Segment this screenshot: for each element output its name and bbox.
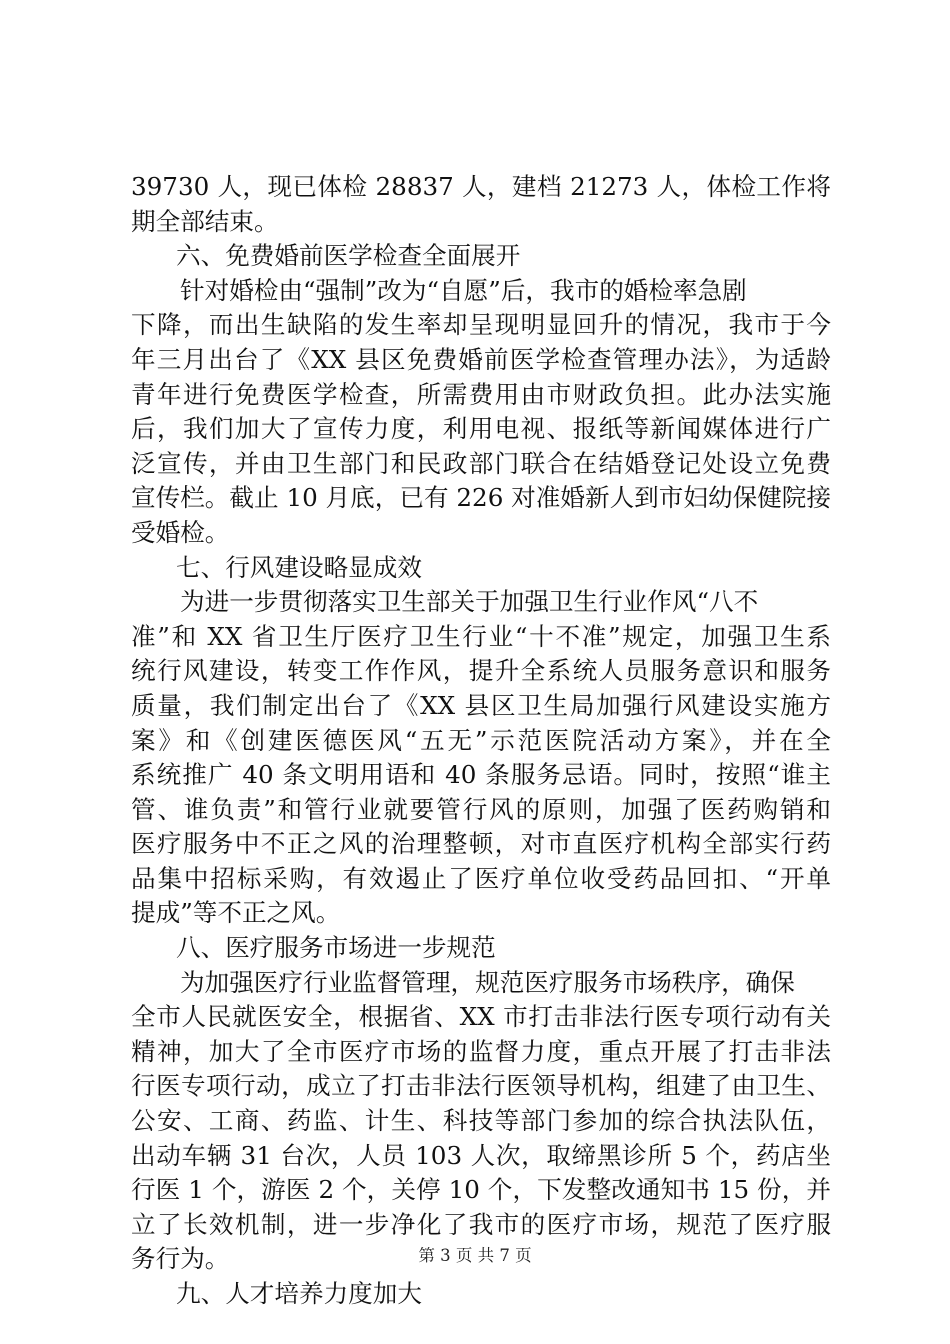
paragraph-line: 管、谁负责”和管行业就要管行风的原则，加强了医药购销和 — [131, 794, 831, 824]
paragraph-line: 后，我们加大了宣传力度，利用电视、报纸等新闻媒体进行广 — [131, 414, 831, 444]
paragraph-line: 针对婚检由“强制”改为“自愿”后，我市的婚检率急剧 — [180, 275, 747, 305]
paragraph-line: 准”和 XX 省卫生厅医疗卫生行业“十不准”规定，加强卫生系 — [131, 621, 831, 651]
page-footer: 第 3 页 共 7 页 — [418, 1246, 532, 1265]
paragraph-line: 系统推广 40 条文明用语和 40 条服务忌语。同时，按照“谁主 — [131, 760, 831, 790]
paragraph-line: 务行为。 — [131, 1244, 230, 1274]
paragraph-line: 公安、工商、药监、计生、科技等部门参加的综合执法队伍， — [131, 1106, 831, 1136]
paragraph-line: 下降，而出生缺陷的发生率却呈现明显回升的情况，我市于今 — [131, 310, 831, 340]
paragraph-line: 案》和《创建医德医风“五无”示范医院活动方案》，并在全 — [131, 725, 831, 755]
paragraph-line: 全市人民就医安全，根据省、XX 市打击非法行医专项行动有关 — [131, 1002, 831, 1032]
paragraph-line: 精神，加大了全市医疗市场的监督力度，重点开展了打击非法 — [131, 1036, 831, 1066]
paragraph-line: 统行风建设，转变工作作风，提升全系统人员服务意识和服务 — [131, 656, 831, 686]
paragraph-line: 行医专项行动，成立了打击非法行医领导机构，组建了由卫生、 — [131, 1071, 831, 1101]
paragraph-line: 立了长效机制，进一步净化了我市的医疗市场，规范了医疗服 — [131, 1209, 831, 1239]
paragraph-line: 质量，我们制定出台了《XX 县区卫生局加强行风建设实施方 — [131, 690, 831, 720]
section-heading: 六、免费婚前医学检查全面展开 — [176, 241, 521, 271]
section-heading: 七、行风建设略显成效 — [176, 552, 422, 582]
paragraph-line: 受婚检。 — [131, 517, 230, 547]
paragraph-line: 宣传栏。截止 10 月底，已有 226 对准婚新人到市妇幼保健院接 — [131, 483, 831, 513]
paragraph-line: 泛宣传，并由卫生部门和民政部门联合在结婚登记处设立免费 — [131, 448, 831, 478]
paragraph-line: 提成”等不正之风。 — [131, 898, 341, 928]
paragraph-line: 出动车辆 31 台次，人员 103 人次，取缔黑诊所 5 个，药店坐 — [131, 1140, 831, 1170]
paragraph-line: 行医 1 个，游医 2 个，关停 10 个，下发整改通知书 15 份，并 — [131, 1175, 831, 1205]
paragraph-line: 年三月出台了《XX 县区免费婚前医学检查管理办法》，为适龄 — [131, 344, 831, 374]
document-body — [131, 170, 831, 1312]
paragraph-line: 为加强医疗行业监督管理，规范医疗服务市场秩序，确保 — [180, 967, 795, 997]
paragraph-line: 青年进行免费医学检查，所需费用由市财政负担。此办法实施 — [131, 379, 831, 409]
paragraph-line: 医疗服务中不正之风的治理整顿，对市直医疗机构全部实行药 — [131, 829, 831, 859]
paragraph-line: 39730 人，现已体检 28837 人，建档 21273 人，体检工作将 — [131, 172, 831, 201]
section-heading: 八、医疗服务市场进一步规范 — [176, 933, 496, 963]
paragraph-line: 期全部结束。 — [131, 206, 279, 236]
paragraph-line: 为进一步贯彻落实卫生部关于加强卫生行业作风“八不 — [180, 587, 759, 617]
paragraph-line: 品集中招标采购，有效遏止了医疗单位收受药品回扣、“开单 — [131, 863, 831, 893]
section-heading: 九、人才培养力度加大 — [176, 1279, 422, 1308]
